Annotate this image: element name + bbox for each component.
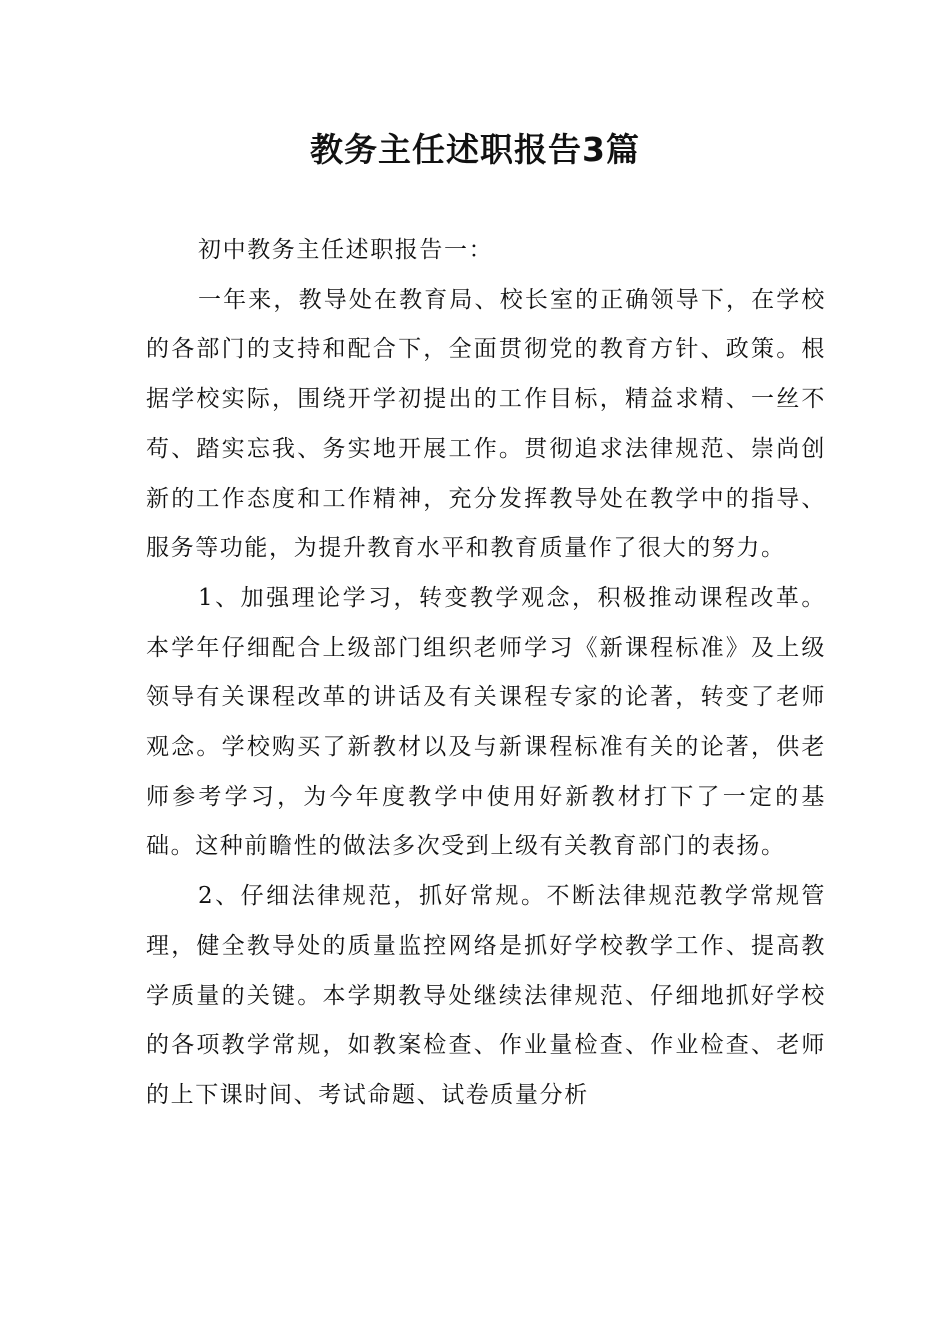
document-title: 教务主任述职报告3篇 xyxy=(310,130,640,169)
paragraph-intro: 一年来，教导处在教育局、校长室的正确领导下，在学校的各部门的支持和配合下，全面贯彻党的教育方针、政策。根据学校实际，围绕开学初提出的工作目标，精益求精、一丝不苟、踏实忘我、务实地开展工作。贯彻追求法律规范、崇尚创新的工作态度和工作精神，充分发挥教导处在教学中的指导、服务等功能，为提升教育水平和教育质量作了很大的努力。 xyxy=(146,286,826,562)
paragraph-point-1: 1、加强理论学习，转变教学观念，积极推动课程改革。本学年仔细配合上级部门组织老师学习《新课程标准》及上级领导有关课程改革的讲话及有关课程专家的论著，转变了老师观念。学校购买了新教材以及与新课程标准有关的论著，供老师参考学习，为今年度教学中使用好新教材打下了一定的基础。这种前瞻性的做法多次受到上级有关教育部门的表扬。 xyxy=(146,584,826,860)
paragraph-point-2: 2、仔细法律规范，抓好常规。不断法律规范教学常规管理，健全教导处的质量监控网络是抓好学校教学工作、提高教学质量的关键。本学期教导处继续法律规范、仔细地抓好学校的各项教学常规，如教案检查、作业量检查、作业检查、老师的上下课时间、考试命题、试卷质量分析 xyxy=(146,883,826,1108)
document-body xyxy=(146,226,826,1121)
paragraph-subtitle: 初中教务主任述职报告一： xyxy=(198,237,494,263)
